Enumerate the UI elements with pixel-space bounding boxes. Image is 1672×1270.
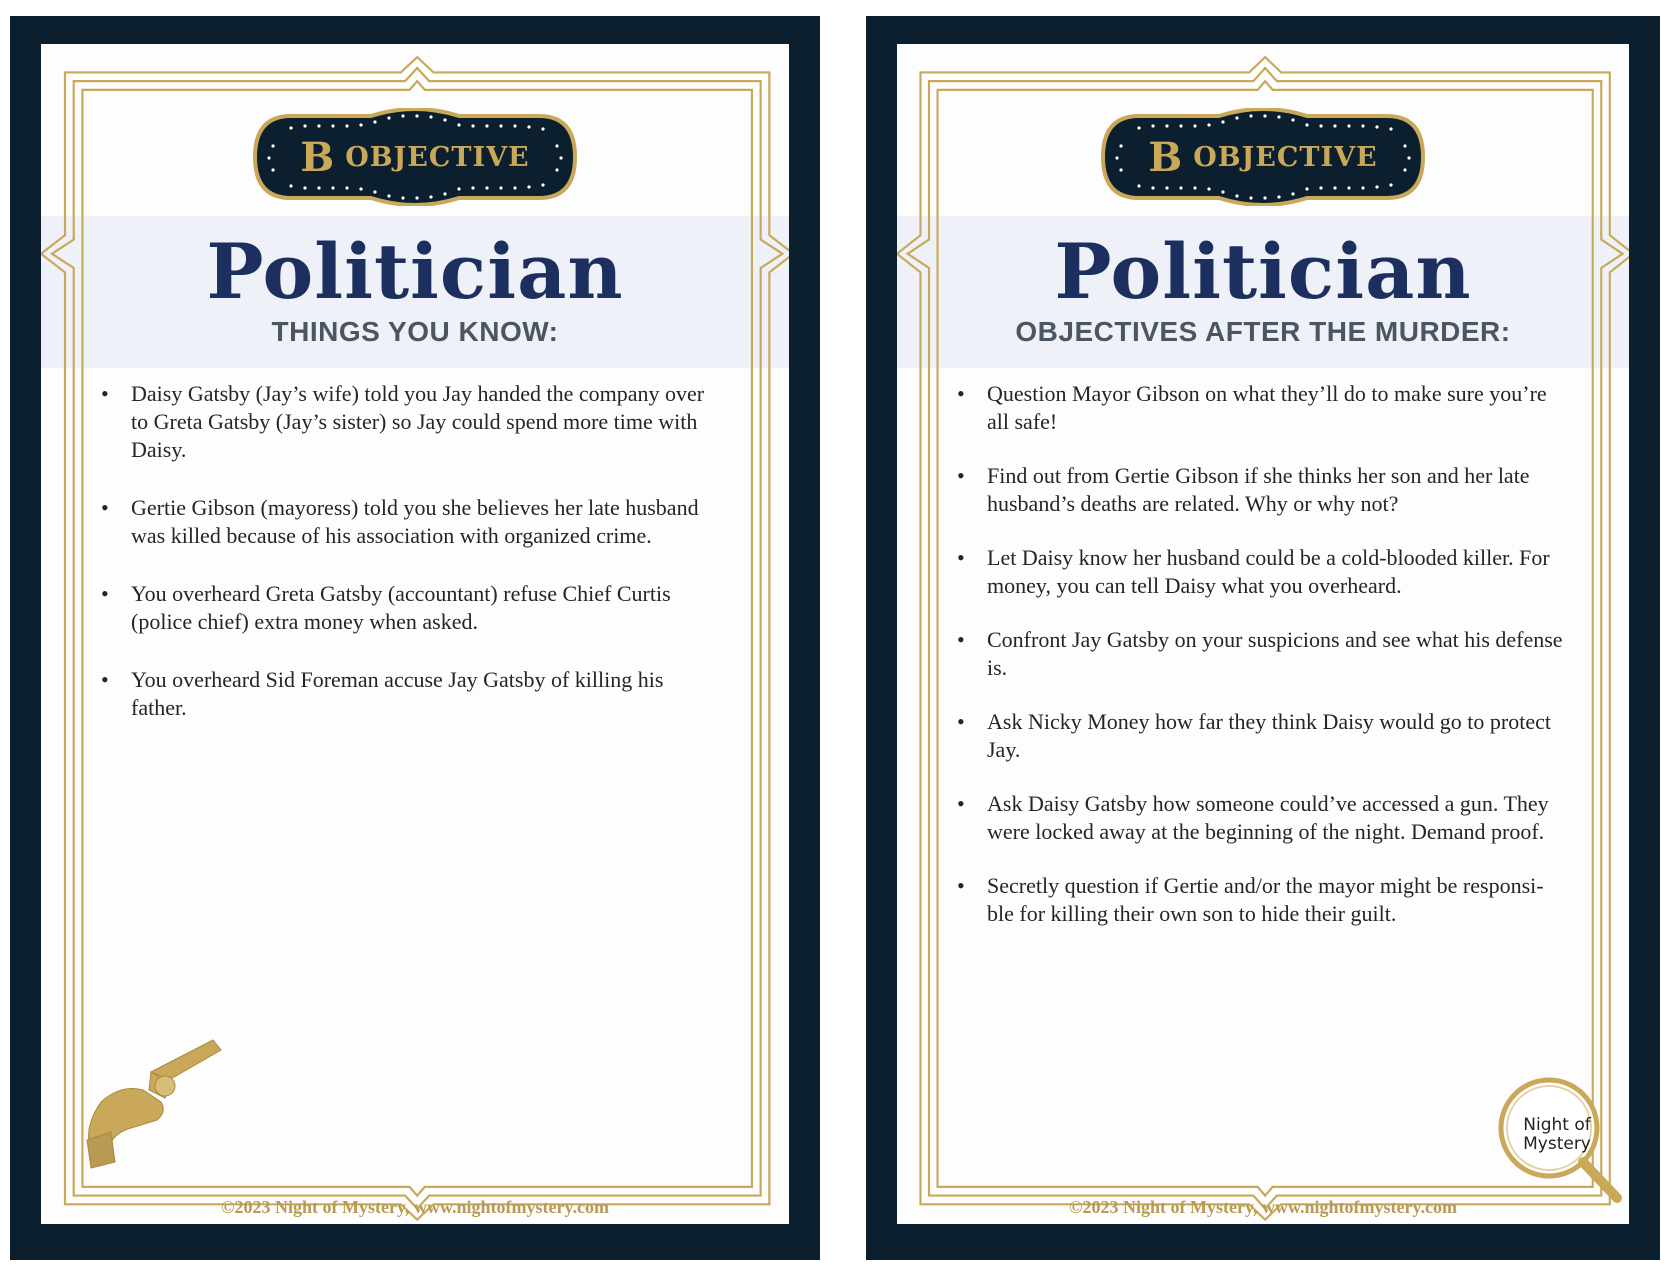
card-things-you-know <box>10 16 820 1260</box>
role-title: Politician <box>206 227 624 316</box>
section-heading: OBJECTIVES AFTER THE MURDER: <box>1015 316 1511 347</box>
list-item: • Secretly question if Gertie and/or the mayor might be responsi-ble for killing their own son to hide their guilt. <box>957 872 1567 928</box>
badge-letter: B <box>300 133 336 181</box>
badge-letter: B <box>1148 133 1184 181</box>
list-item: • Let Daisy know her husband could be a cold-blooded killer. For money, you can tell Daisy what you overheard. <box>957 544 1567 600</box>
badge-label <box>1099 108 1427 206</box>
badge-word: OBJECTIVE <box>1193 141 1378 173</box>
copyright-footer: ©2023 Night of Mystery, www.nightofmystery.com <box>221 1197 609 1217</box>
badge-word: OBJECTIVE <box>345 141 530 173</box>
list-item: • Gertie Gibson (mayoress) told you she believes her late husband was killed because of his association with organized crime. <box>101 494 721 550</box>
objectives-list <box>957 380 1567 954</box>
list-item: • You overheard Greta Gatsby (accountant) refuse Chief Curtis (police chief) extra money when asked. <box>101 580 721 636</box>
badge-label <box>251 108 579 206</box>
card-objectives <box>866 16 1660 1260</box>
list-item: • Find out from Gertie Gibson if she thinks her son and her late husband’s deaths are related. Why or why not? <box>957 462 1567 518</box>
list-item: • Confront Jay Gatsby on your suspicions and see what his defense is. <box>957 626 1567 682</box>
list-item: • Question Mayor Gibson on what they’ll do to make sure you’re all safe! <box>957 380 1567 436</box>
role-title: Politician <box>1054 227 1472 316</box>
revolver-hand-icon <box>81 1032 231 1172</box>
card-paper <box>41 44 789 1224</box>
logo-text: Night of Mystery <box>1523 1115 1591 1154</box>
list-item: • Daisy Gatsby (Jay’s wife) told you Jay handed the company over to Greta Gatsby (Jay’s sister) so Jay could spend more time with Daisy. <box>101 380 721 464</box>
list-item: • You overheard Sid Foreman accuse Jay Gatsby of killing his father. <box>101 666 721 722</box>
section-heading: THINGS YOU KNOW: <box>271 316 559 347</box>
list-item: • Ask Nicky Money how far they think Daisy would go to protect Jay. <box>957 708 1567 764</box>
info-list <box>101 380 721 752</box>
list-item: • Ask Daisy Gatsby how someone could’ve accessed a gun. They were locked away at the beginning of the night. Demand proof. <box>957 790 1567 846</box>
card-paper <box>897 44 1629 1224</box>
copyright-footer: ©2023 Night of Mystery, www.nightofmystery.com <box>1069 1197 1457 1217</box>
